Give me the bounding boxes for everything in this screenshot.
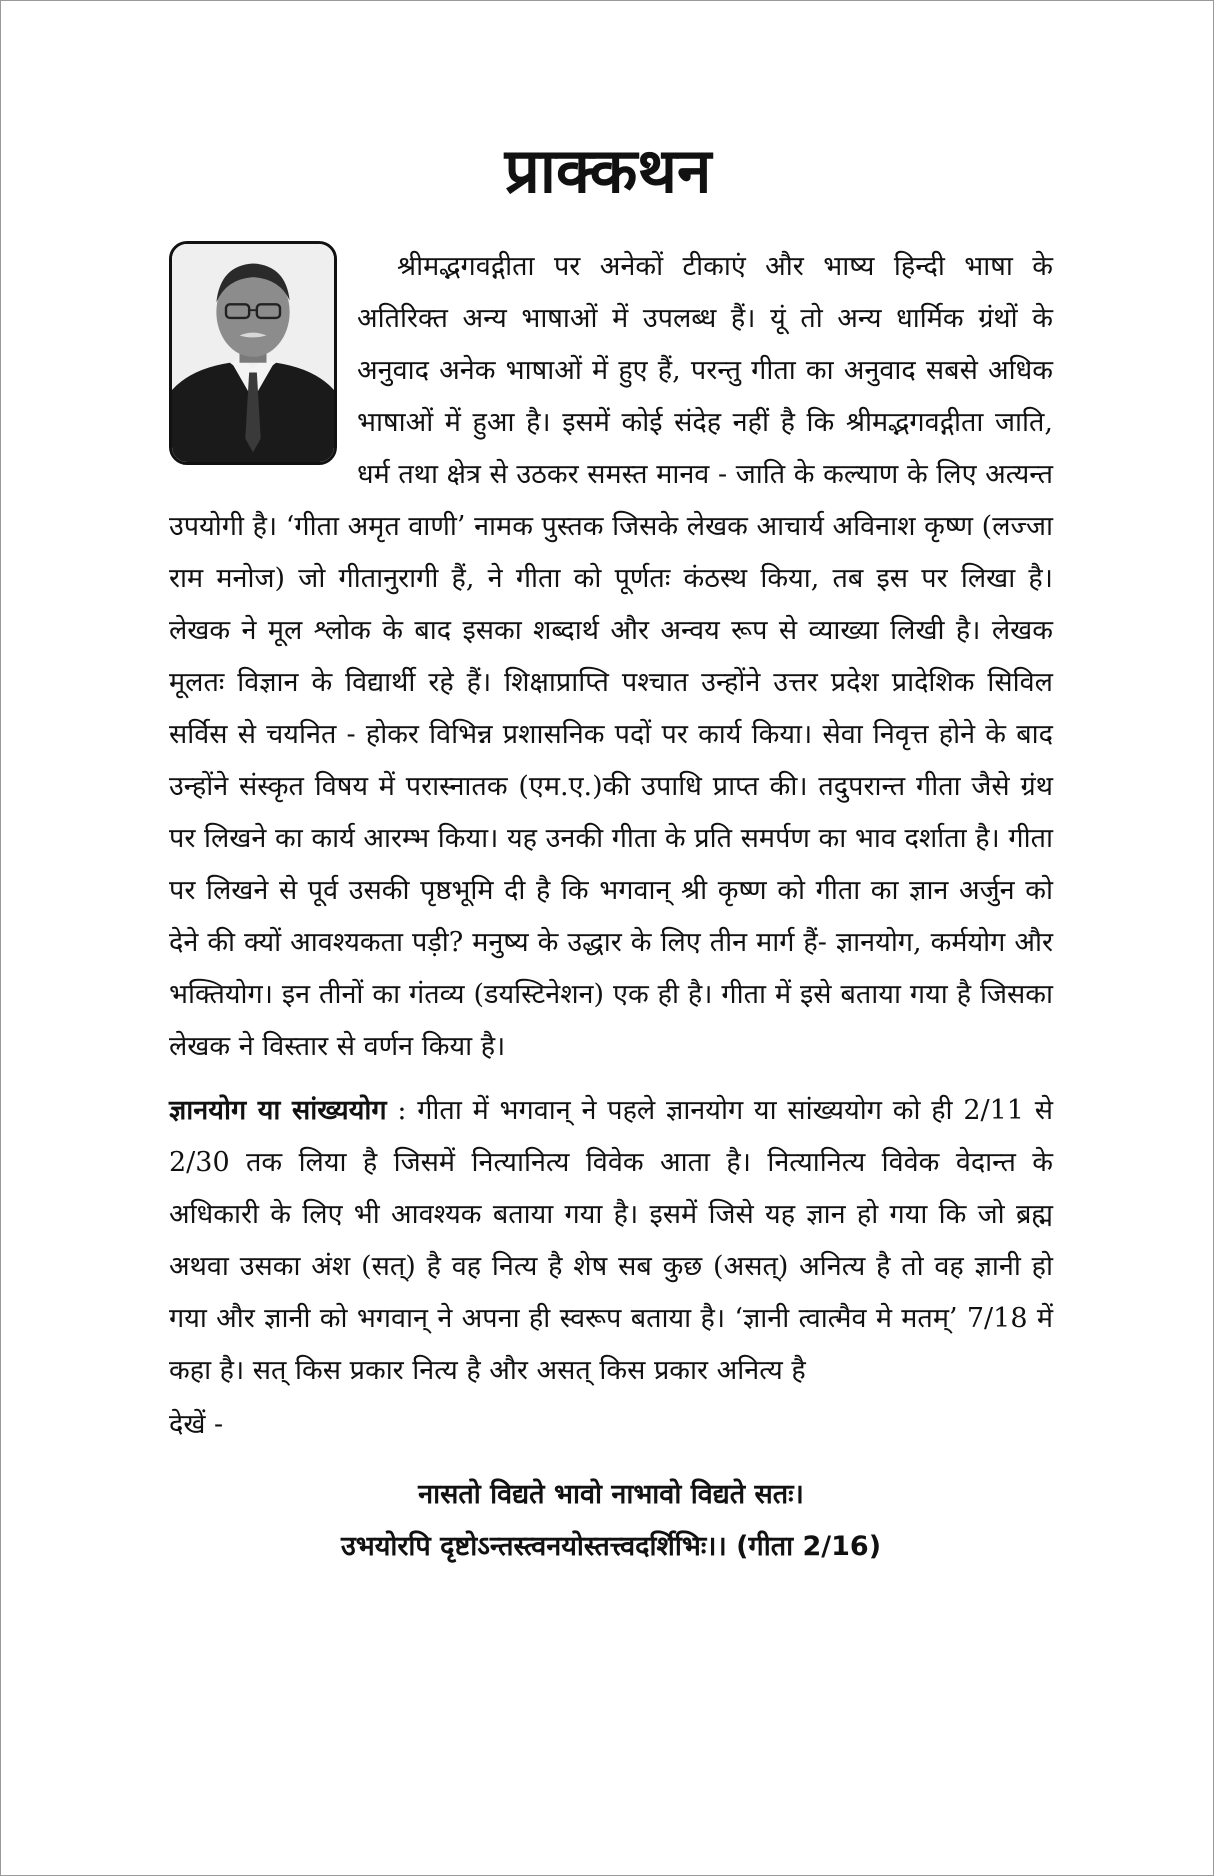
section-separator: : — [386, 1095, 418, 1126]
page-title: प्राक्कथन — [504, 134, 712, 207]
preface-body — [169, 241, 1053, 1573]
verse-line-1: नासतो विद्यते भावो नाभावो विद्यते सतः। — [418, 1479, 804, 1510]
intro-paragraph: श्रीमद्भगवद्गीता पर अनेकों टीकाएं और भाष्य हिन्दी भाषा के अतिरिक्त अन्य भाषाओं में उपलब्ध हैं। यूं तो अन्य धार्मिक ग्रंथों के अनुवाद अनेक भाषाओं में हुए हैं, परन्तु गीता का अनुवाद सबसे अधिक भाषाओं में हुआ है। इसमें कोई संदेह नहीं है कि श्रीमद्भगवद्गीता जाति, धर्म तथा क्षेत्र से उठकर समस्त मानव - जाति के कल्याण के लिए अत्यन्त उपयोगी है। ‘गीता अमृत वाणी’ नामक पुस्तक जिसके लेखक आचार्य अविनाश कृष्ण (लज्जा राम मनोज) जो गीतानुरागी हैं, ने गीता को पूर्णतः कंठस्थ किया, तब इस पर लिखा है। लेखक ने मूल श्लोक के बाद इसका शब्दार्थ और अन्वय रूप से व्याख्या लिखी है। लेखक मूलतः विज्ञान के विद्यार्थी रहे हैं। शिक्षाप्राप्ति पश्चात उन्होंने उत्तर प्रदेश प्रादेशिक सिविल सर्विस से चयनित - होकर विभिन्न प्रशासनिक पदों पर कार्य किया। सेवा निवृत्त होने के बाद उन्होंने संस्कृत विषय में परास्नातक (एम.ए.)की उपाधि प्राप्त की। तदुपरान्त गीता जैसे ग्रंथ पर लिखने का कार्य आरम्भ किया। यह उनकी गीता के प्रति समर्पण का भाव दर्शाता है। गीता पर लिखने से पूर्व उसकी पृष्ठभूमि दी है कि भगवान् श्री कृष्ण को गीता का ज्ञान अर्जुन को देने की क्यों आवश्यकता पड़ी? मनुष्य के उद्धार के लिए तीन मार्ग हैं- ज्ञानयोग, कर्मयोग और भक्तियोग। इन तीनों का गंतव्य (डयस्टिनेशन) एक ही है। गीता में इसे बताया गया है जिसका लेखक ने विस्तार से वर्णन किया है। — [169, 251, 1053, 1062]
jnanayoga-paragraph — [169, 1085, 1053, 1397]
verse-block — [169, 1469, 1053, 1573]
photo-wrap-space — [169, 241, 357, 499]
see-label: देखें - — [169, 1409, 224, 1440]
section-heading: ज्ञानयोग या सांख्ययोग — [169, 1095, 387, 1126]
verse-line-2: उभयोरपि दृष्टोऽन्तस्त्वनयोस्तत्त्वदर्शिभिः।। (गीता 2/16) — [340, 1531, 882, 1562]
section-text: गीता में भगवान् ने पहले ज्ञानयोग या सांख्ययोग को ही 2/11 से 2/30 तक लिया है जिसमें नित्यानित्य विवेक आता है। नित्यानित्य विवेक वेदान्त के अधिकारी के लिए भी आवश्यक बताया गया है। इसमें जिसे यह ज्ञान हो गया कि जो ब्रह्म अथवा उसका अंश (सत्) है वह नित्य है शेष सब कुछ (असत्) अनित्य है तो वह ज्ञानी हो गया और ज्ञानी को भगवान् ने अपना ही स्वरूप बताया है। ‘ज्ञानी त्वात्मैव मे मतम्’ 7/18 में कहा है। सत् किस प्रकार नित्य है और असत् किस प्रकार अनित्य है — [169, 1095, 1054, 1386]
